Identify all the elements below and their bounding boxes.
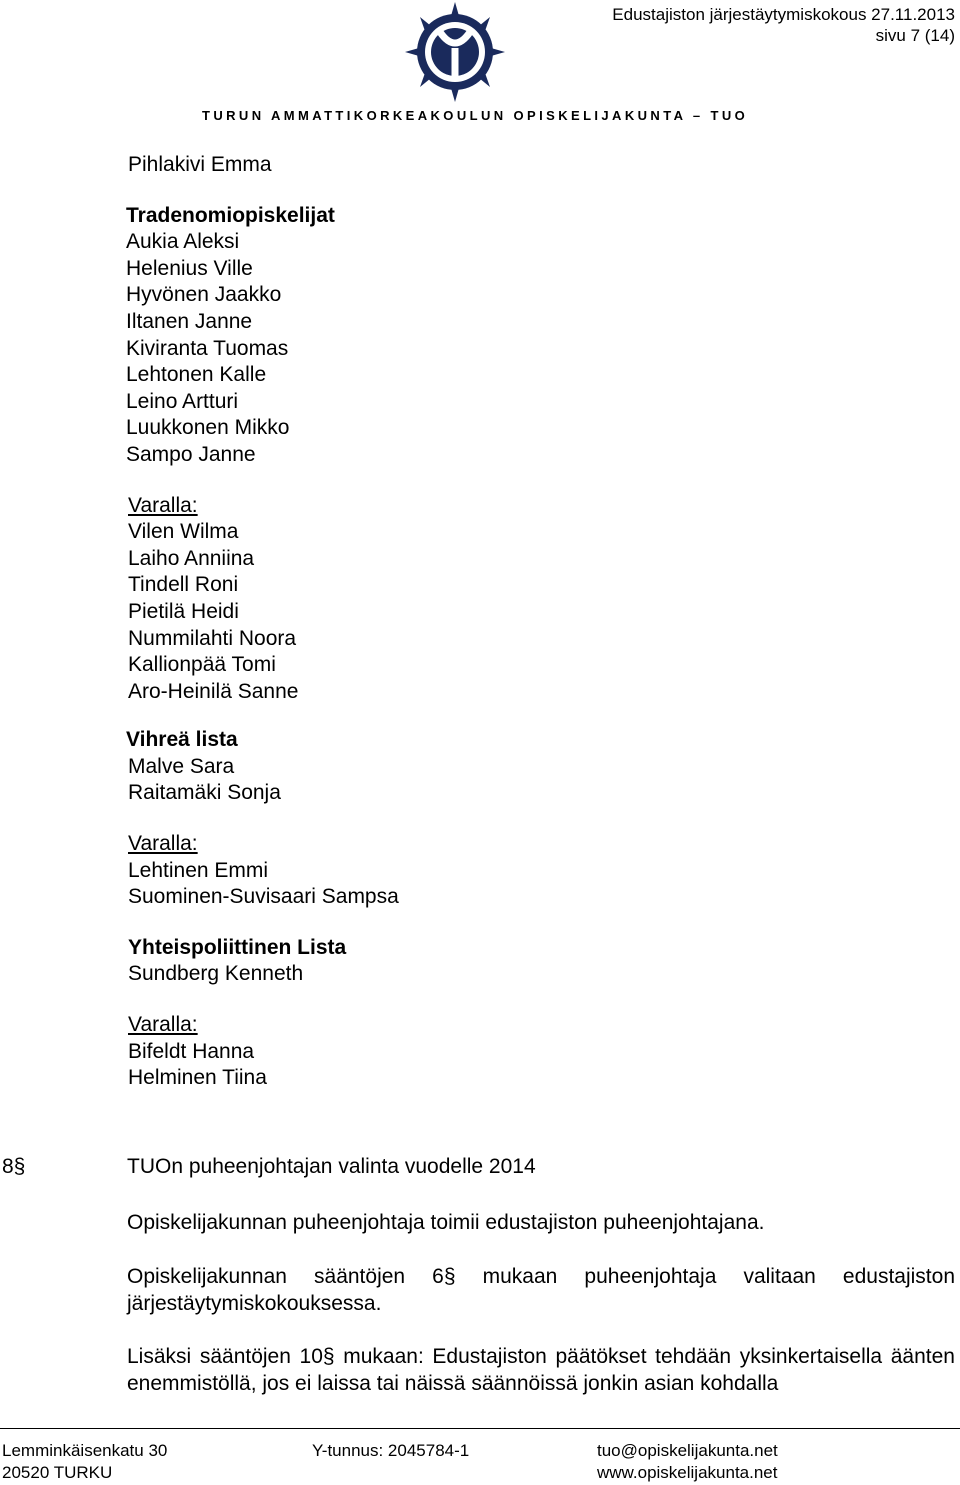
list-item: Leino Artturi [126, 389, 239, 413]
list-item: Lehtonen Kalle [126, 363, 267, 387]
list-item: Kallionpää Tomi [128, 653, 276, 677]
paragraph-3: Lisäksi sääntöjen 10§ mukaan: Edustajiston päätökset tehdään yksinkertaisella äänten enemmistöllä, jos ei laissa tai näissä säännöissä jonkin asian kohdalla [127, 1345, 955, 1395]
list-item: Hyvönen Jaakko [126, 283, 282, 307]
list-item: Vilen Wilma [128, 520, 239, 544]
list-item: Helenius Ville [126, 256, 253, 280]
list-item: Bifeldt Hanna [128, 1039, 255, 1063]
list-item: Luukkonen Mikko [126, 416, 290, 440]
footer-email[interactable]: tuo@opiskelijakunta.net [597, 1441, 778, 1460]
list-item: Sampo Janne [126, 442, 256, 466]
paragraph-2: Opiskelijakunnan sääntöjen 6§ mukaan puheenjohtaja valitaan edustajiston järjestäytymiskokouksessa. [127, 1265, 955, 1315]
footer-divider [0, 1428, 960, 1429]
list-item: Malve Sara [128, 754, 235, 778]
document-header [612, 4, 955, 46]
list-item: Sundberg Kenneth [128, 962, 304, 986]
tuo-logo-icon [400, 2, 510, 102]
reserve-label: Varalla: [128, 832, 198, 856]
section-number: 8§ [2, 1155, 26, 1178]
list-item: Aro-Heinilä Sanne [128, 679, 299, 703]
list-item: Iltanen Janne [126, 309, 253, 333]
list-item: Helminen Tiina [128, 1066, 267, 1090]
yhteis-heading: Yhteispoliittinen Lista [128, 935, 347, 959]
list-item: Pietilä Heidi [128, 599, 239, 623]
section-title: TUOn puheenjohtajan valinta vuodelle 2014 [127, 1155, 536, 1178]
footer-address [2, 1440, 167, 1483]
list-item: Tindell Roni [128, 573, 239, 597]
tradenomi-heading: Tradenomiopiskelijat [126, 203, 335, 227]
organization-name: TURUN AMMATTIKORKEAKOULUN OPISKELIJAKUNTA – TUO [202, 108, 749, 123]
top-name: Pihlakivi Emma [128, 153, 272, 176]
list-item: Suominen-Suvisaari Sampsa [128, 885, 399, 909]
footer-city: 20520 TURKU [2, 1462, 113, 1482]
page-number: sivu 7 (14) [875, 26, 955, 45]
tradenomi-members [126, 229, 956, 468]
footer-contact [597, 1440, 778, 1483]
list-item: Aukia Aleksi [126, 230, 240, 254]
reserve-label: Varalla: [128, 1013, 198, 1037]
name-lists [126, 152, 956, 1092]
meeting-title: Edustajiston järjestäytymiskokous 27.11.2013 [612, 5, 955, 24]
vihrea-heading: Vihreä lista [126, 728, 238, 752]
paragraph-1: Opiskelijakunnan puheenjohtaja toimii edustajiston puheenjohtajana. [127, 1211, 765, 1234]
list-item: Lehtinen Emmi [128, 858, 269, 882]
list-item: Kiviranta Tuomas [126, 336, 289, 360]
list-item: Raitamäki Sonja [128, 781, 281, 805]
list-item: Laiho Anniina [128, 546, 255, 570]
reserve-label: Varalla: [128, 493, 198, 517]
footer-street: Lemminkäisenkatu 30 [2, 1441, 168, 1460]
list-item: Nummilahti Noora [128, 626, 297, 650]
footer-business-id: Y-tunnus: 2045784-1 [312, 1441, 470, 1460]
footer-web[interactable]: www.opiskelijakunta.net [597, 1462, 778, 1482]
